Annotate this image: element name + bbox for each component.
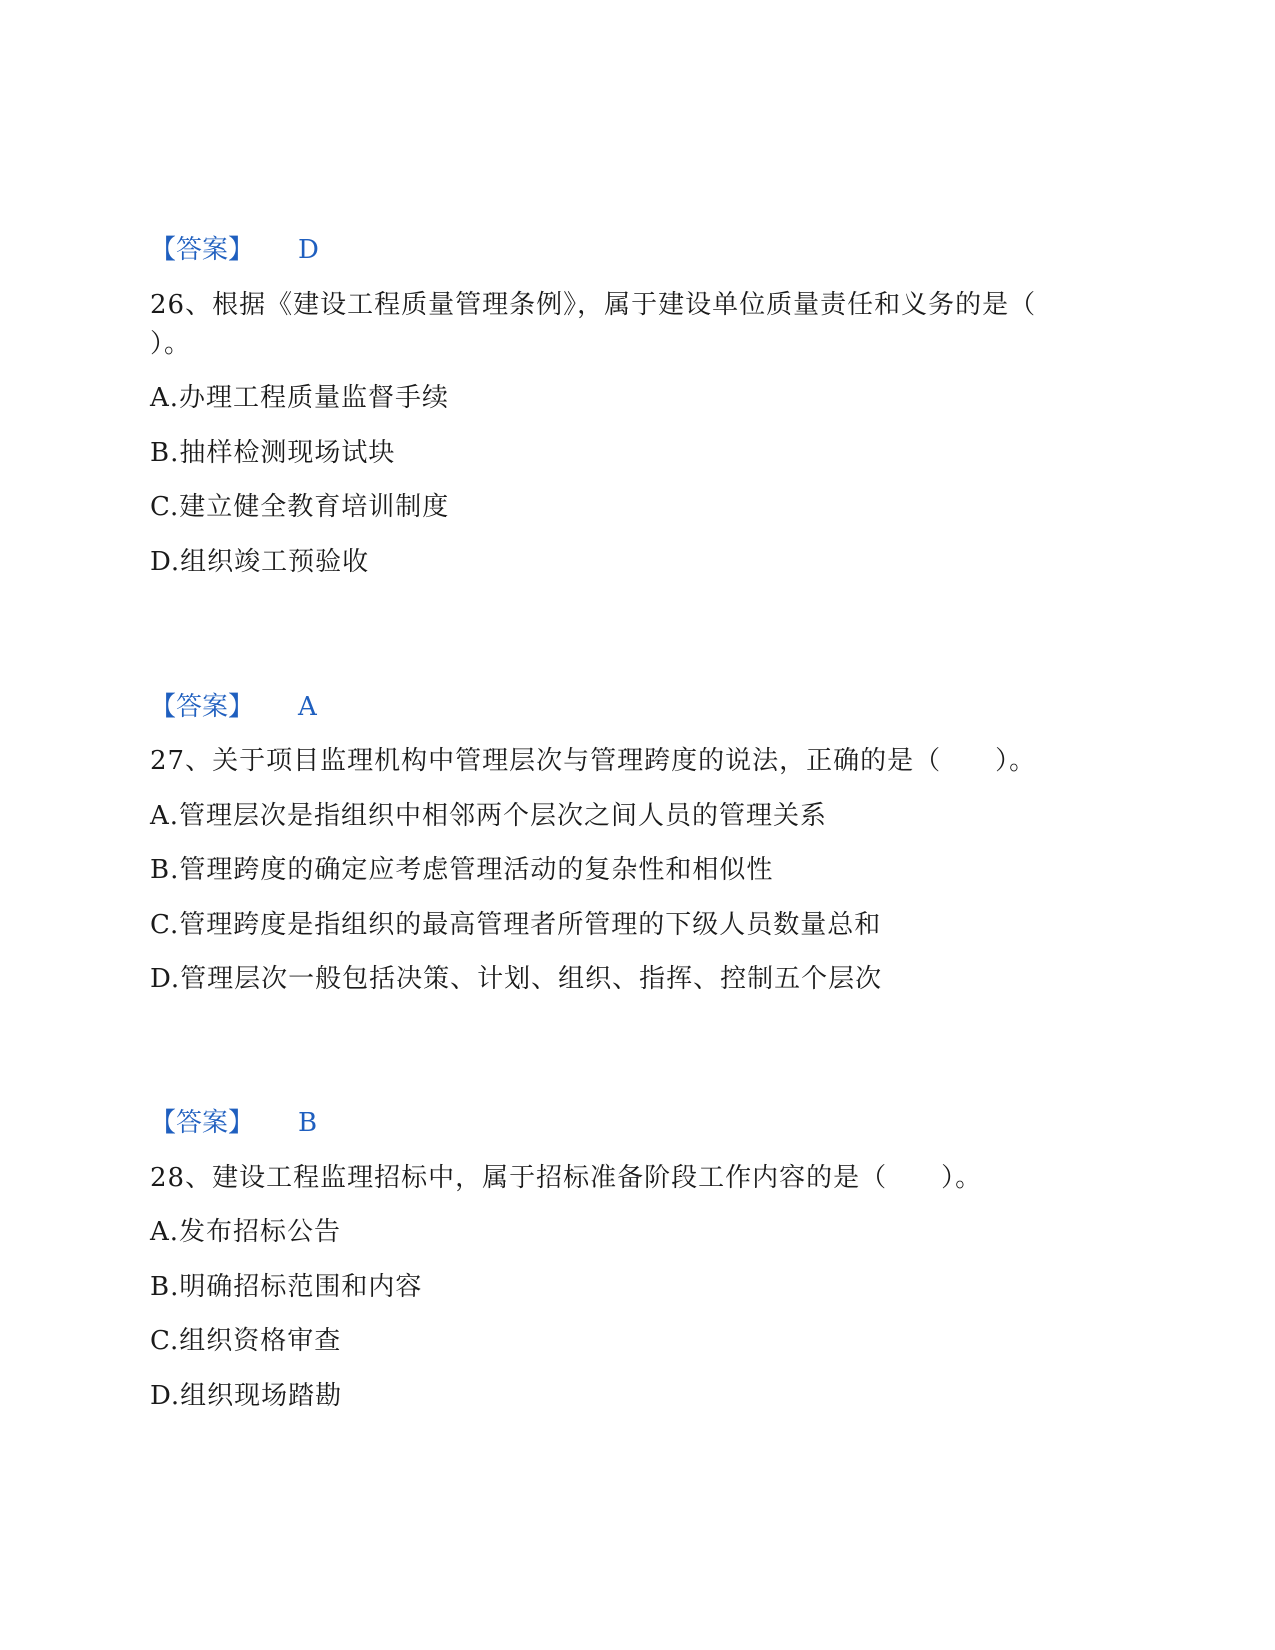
question-28-option-d: D.组织现场踏勘 <box>150 1381 343 1411</box>
question-28-option-c: C.组织资格审查 <box>150 1326 342 1356</box>
question-28-text: 28、建设工程监理招标中，属于招标准备阶段工作内容的是（ ）。 <box>150 1163 983 1193</box>
answer-row-25 <box>150 233 319 267</box>
answer-value: B <box>298 1108 318 1138</box>
answer-label: 【答案】 <box>150 692 255 722</box>
answer-row-26 <box>150 690 317 724</box>
question-26-text-line1: 26、根据《建设工程质量管理条例》，属于建设单位质量责任和义务的是（ <box>150 290 1037 320</box>
question-27-option-c: C.管理跨度是指组织的最高管理者所管理的下级人员数量总和 <box>150 910 882 940</box>
question-28-option-b: B.明确招标范围和内容 <box>150 1272 423 1302</box>
question-27-option-a: A.管理层次是指组织中相邻两个层次之间人员的管理关系 <box>150 801 828 831</box>
question-27-option-b: B.管理跨度的确定应考虑管理活动的复杂性和相似性 <box>150 855 774 885</box>
question-26-option-b: B.抽样检测现场试块 <box>150 438 396 468</box>
question-26-option-a: A.办理工程质量监督手续 <box>150 383 450 413</box>
answer-value: A <box>298 692 317 722</box>
answer-row-27 <box>150 1106 317 1140</box>
question-28-option-a: A.发布招标公告 <box>150 1217 342 1247</box>
question-26-option-c: C.建立健全教育培训制度 <box>150 492 450 522</box>
answer-label: 【答案】 <box>150 1108 255 1138</box>
question-26-text-line2: ）。 <box>150 329 192 359</box>
question-27-text: 27、关于项目监理机构中管理层次与管理跨度的说法，正确的是（ ）。 <box>150 746 1037 776</box>
answer-label: 【答案】 <box>150 235 255 265</box>
question-26-option-d: D.组织竣工预验收 <box>150 547 370 577</box>
question-27-option-d: D.管理层次一般包括决策、计划、组织、指挥、控制五个层次 <box>150 964 883 994</box>
answer-value: D <box>298 235 319 265</box>
